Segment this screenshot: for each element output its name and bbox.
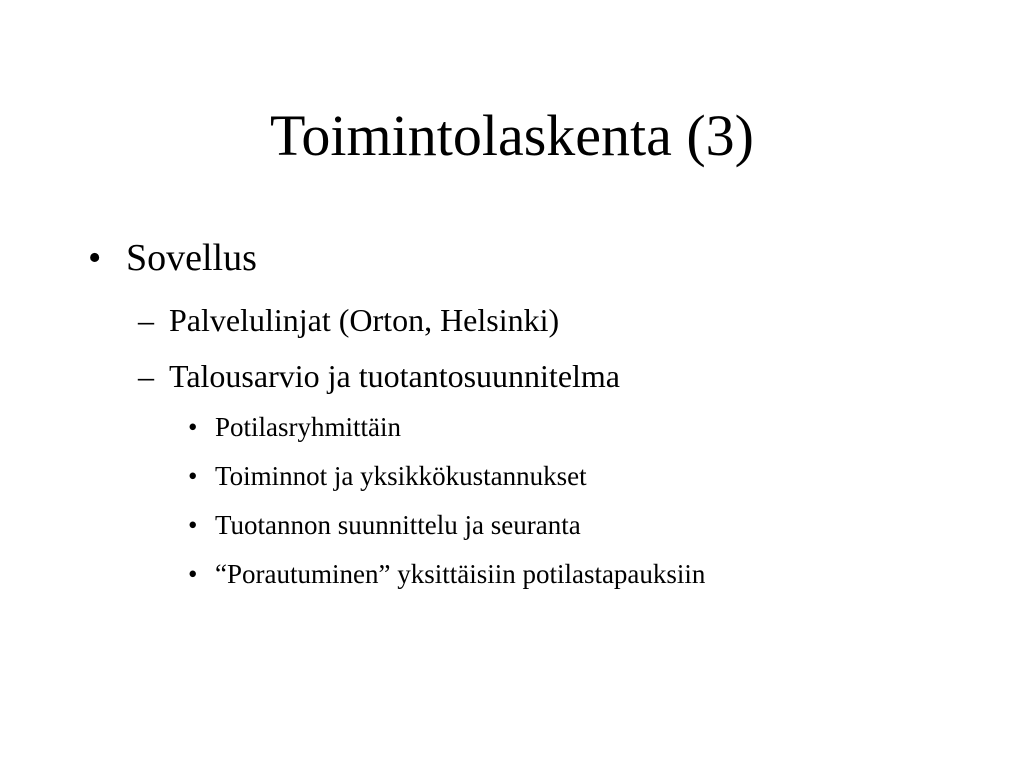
bullet-marker: • [188,559,198,589]
bullet-marker: • [88,237,102,279]
sub-sub-item-text: Toiminnot ja yksikkökustannukset [215,461,587,491]
sub-sub-item-text: Tuotannon suunnittelu ja seuranta [215,510,581,540]
sub-sub-item-text: “Porautuminen” yksittäisiin potilastapauksiin [215,559,706,589]
sub-item-talousarvio [138,356,620,396]
dash-marker: – [138,358,154,394]
sub-sub-item-potilasryhmittain [188,410,401,444]
bullet-marker: • [188,510,198,540]
bullet-marker: • [188,461,198,491]
sub-sub-item-porautuminen [188,557,705,591]
slide-title: Toimintolaskenta (3) [270,103,754,168]
dash-marker: – [138,302,154,338]
sub-sub-item-toiminnot [188,459,587,493]
bullet-marker: • [188,412,198,442]
bullet-item-sovellus [88,234,257,282]
sub-sub-item-text: Potilasryhmittäin [215,412,401,442]
sub-sub-item-tuotannon-suunnittelu [188,508,581,542]
sub-item-text: Talousarvio ja tuotantosuunnitelma [169,358,620,394]
sub-item-text: Palvelulinjat (Orton, Helsinki) [169,302,560,338]
bullet-text: Sovellus [126,237,257,279]
sub-item-palvelulinjat [138,300,559,340]
